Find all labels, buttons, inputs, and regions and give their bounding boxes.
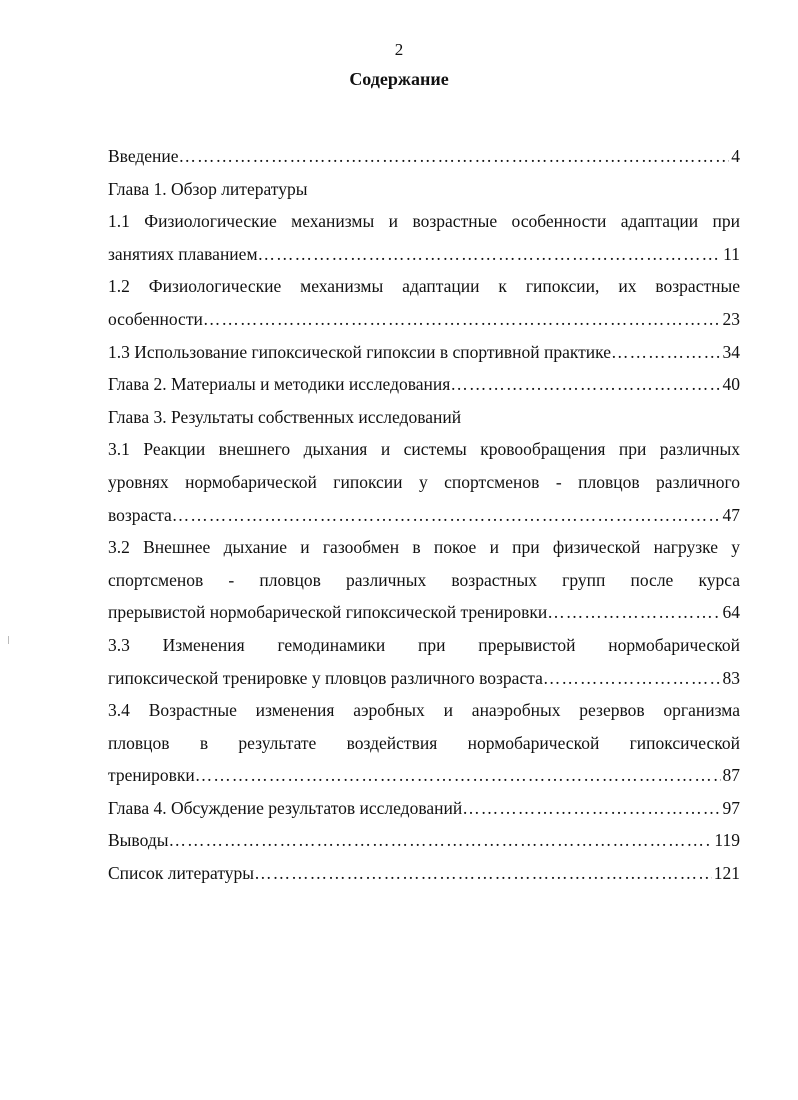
page-number: 2 (394, 40, 404, 59)
toc-entry-3-3-line-1[interactable]: 3.3 Изменения гемодинамики при прерывистой нормобарической (108, 634, 740, 655)
toc-entry-title: Глава 2. Материалы и методики исследования (108, 374, 451, 395)
dot-leader (258, 238, 722, 271)
toc-entry-3-1-line-1[interactable]: 3.1 Реакции внешнего дыхания и системы кровообращения при различных (108, 439, 740, 460)
toc-entry-3-4-line-1[interactable]: 3.4 Возрастные изменения аэробных и анаэробных резервов организма (108, 700, 740, 721)
toc-entry-page: 64 (722, 602, 740, 623)
toc-entry-3-4-line-2[interactable]: пловцов в результате воздействия нормобарической гипоксической (108, 732, 740, 753)
toc-entry-chapter-4[interactable] (108, 792, 740, 825)
toc-entry-references[interactable] (108, 857, 740, 890)
toc-entry-page: 119 (714, 830, 740, 851)
toc-entry-3-2-line-2[interactable]: спортсменов - пловцов различных возрастных групп после курса (108, 569, 740, 590)
toc-entry-3-1-line-2[interactable]: уровнях нормобарической гипоксии у спортсменов - пловцов различного (108, 471, 740, 492)
toc-entry-page: 11 (723, 243, 740, 264)
dot-leader (195, 759, 721, 792)
toc-entry-page: 121 (713, 863, 740, 884)
toc-entry-conclusions[interactable] (108, 824, 740, 857)
dot-leader (172, 499, 721, 532)
toc-entry-title: 1.3 Использование гипоксической гипоксии в спортивной практике (108, 341, 611, 362)
toc-entry-title: Введение (108, 146, 179, 166)
toc-entry-title: тренировки (108, 765, 195, 786)
dot-leader (543, 662, 721, 695)
toc-entry-page: 40 (722, 374, 740, 395)
toc-entry-3-4-line-3[interactable] (108, 759, 740, 792)
dot-leader (547, 596, 720, 629)
dot-leader (611, 336, 721, 369)
toc-entry-title: Список литературы (108, 863, 255, 884)
toc-entry-page: 23 (722, 308, 740, 329)
scan-artifact-mark (8, 636, 9, 644)
toc-entry-title: Глава 4. Обсуждение результатов исследований (108, 797, 463, 818)
dot-leader (450, 368, 720, 401)
toc-entry-1-1-line-1[interactable]: 1.1 Физиологические механизмы и возрастные особенности адаптации при (108, 211, 740, 232)
toc-chapter-3-heading[interactable]: Глава 3. Результаты собственных исследований (108, 406, 462, 427)
dot-leader (254, 857, 712, 890)
toc-entry-3-2-line-3[interactable] (108, 596, 740, 629)
toc-entry-1-1-line-2[interactable] (108, 238, 740, 271)
table-of-contents (108, 140, 740, 890)
toc-entry-page: 83 (722, 667, 740, 688)
toc-entry-title: особенности (108, 308, 203, 329)
toc-entry-chapter-2[interactable] (108, 368, 740, 401)
toc-entry-page: 34 (722, 341, 740, 362)
toc-entry-1-2-line-2[interactable] (108, 303, 740, 336)
toc-entry-title: возраста (108, 504, 172, 525)
toc-entry-3-1-line-3[interactable] (108, 499, 740, 532)
toc-entry-title: Выводы (108, 830, 169, 851)
dot-leader (179, 140, 730, 173)
toc-entry-title: гипоксической тренировке у пловцов различного возраста (108, 667, 543, 688)
dot-leader (462, 792, 720, 825)
dot-leader (203, 303, 721, 336)
toc-entry-page: 47 (722, 504, 740, 525)
toc-entry-page: 87 (722, 765, 740, 786)
toc-entry-introduction[interactable] (108, 140, 740, 173)
toc-entry-1-2-line-1[interactable]: 1.2 Физиологические механизмы адаптации к гипоксии, их возрастные (108, 276, 740, 297)
toc-entry-title: прерывистой нормобарической гипоксической тренировки (108, 602, 548, 623)
toc-chapter-1-heading[interactable]: Глава 1. Обзор литературы (108, 178, 308, 199)
dot-leader (168, 824, 712, 857)
toc-entry-1-3[interactable] (108, 336, 740, 369)
toc-entry-page: 4 (731, 146, 740, 166)
toc-entry-page: 97 (722, 797, 740, 818)
toc-entry-3-2-line-1[interactable]: 3.2 Внешнее дыхание и газообмен в покое и при физической нагрузке у (108, 537, 740, 558)
page-title: Содержание (349, 69, 449, 89)
toc-entry-3-3-line-2[interactable] (108, 662, 740, 695)
toc-entry-title: занятиях плаванием (108, 243, 258, 264)
